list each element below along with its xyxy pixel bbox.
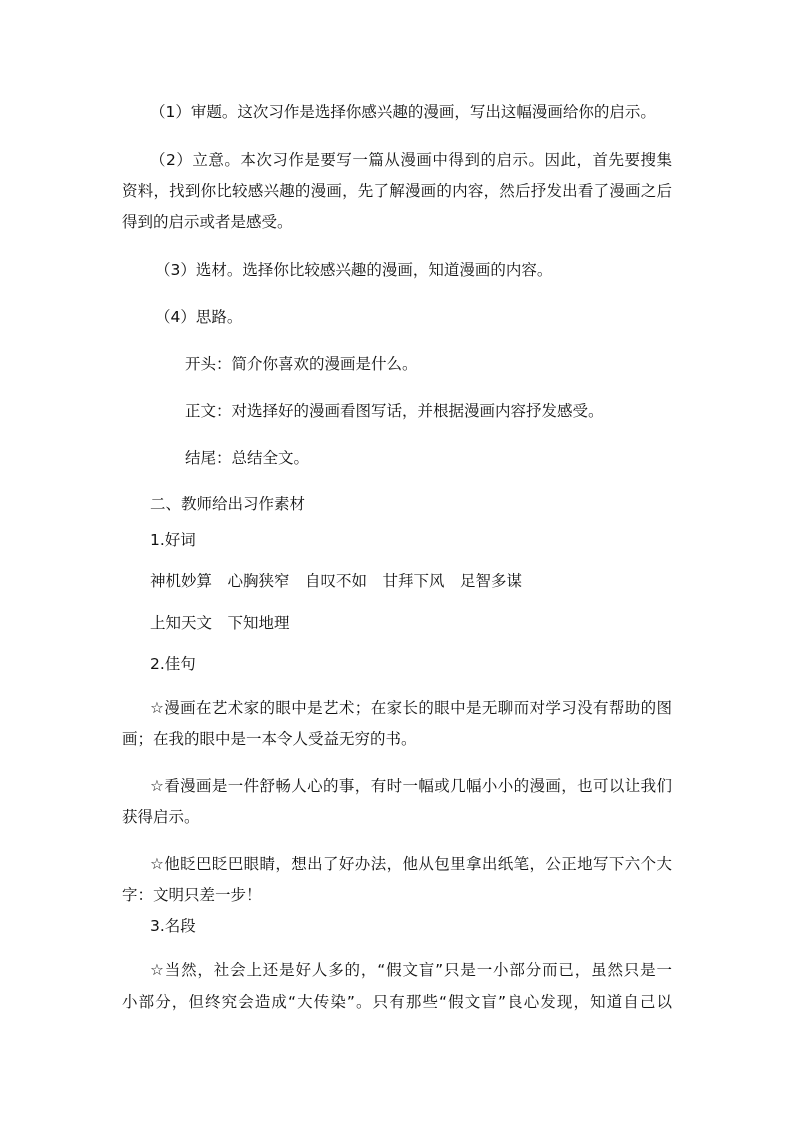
sentence-1-line-1: ☆漫画在艺术家的眼中是艺术；在家长的眼中是无聊而对学习没有帮助的图 bbox=[150, 699, 672, 717]
sentence-2-line-1: ☆看漫画是一件舒畅人心的事，有时一幅或几幅小小的漫画，也可以让我们 bbox=[150, 777, 672, 795]
step4-line: （4）思路。 bbox=[155, 308, 243, 326]
outline-opening: 开头：简介你喜欢的漫画是什么。 bbox=[185, 355, 418, 373]
sentence-1-line-2: 画；在我的眼中是一本令人受益无穷的书。 bbox=[122, 730, 417, 748]
step2-line-2: 资料，找到你比较感兴趣的漫画，先了解漫画的内容，然后抒发出看了漫画之后 bbox=[122, 182, 672, 200]
famous-paragraph-heading: 3.名段 bbox=[150, 917, 196, 935]
step2-line-3: 得到的启示或者是感受。 bbox=[122, 213, 293, 231]
sentence-3-line-2: 字：文明只差一步！ bbox=[122, 886, 262, 904]
good-words-row-1: 神机妙算 心胸狭窄 自叹不如 甘拜下风 足智多谋 bbox=[150, 572, 523, 590]
sentence-3-line-1: ☆他眨巴眨巴眼睛，想出了好办法，他从包里拿出纸笔，公正地写下六个大 bbox=[150, 855, 672, 873]
famous-paragraph-line-1: ☆当然，社会上还是好人多的，“假文盲”只是一小部分而已，虽然只是一 bbox=[150, 961, 672, 979]
outline-body: 正文：对选择好的漫画看图写话，并根据漫画内容抒发感受。 bbox=[185, 402, 604, 420]
good-words-heading: 1.好词 bbox=[150, 531, 196, 549]
section2-heading: 二、教师给出习作素材 bbox=[150, 495, 306, 513]
sentence-2-line-2: 获得启示。 bbox=[122, 808, 200, 826]
good-words-row-2: 上知天文 下知地理 bbox=[150, 614, 290, 632]
famous-paragraph-line-2: 小部分，但终究会造成“大传染”。只有那些“假文盲”良心发现，知道自己以 bbox=[122, 993, 672, 1011]
step3-line: （3）选材。选择你比较感兴趣的漫画，知道漫画的内容。 bbox=[155, 261, 553, 279]
outline-ending: 结尾：总结全文。 bbox=[185, 449, 310, 467]
good-sentences-heading: 2.佳句 bbox=[150, 655, 196, 673]
step1-line: （1）审题。这次习作是选择你感兴趣的漫画，写出这幅漫画给你的启示。 bbox=[150, 103, 656, 121]
step2-line-1: （2）立意。本次习作是要写一篇从漫画中得到的启示。因此，首先要搜集 bbox=[150, 151, 672, 169]
